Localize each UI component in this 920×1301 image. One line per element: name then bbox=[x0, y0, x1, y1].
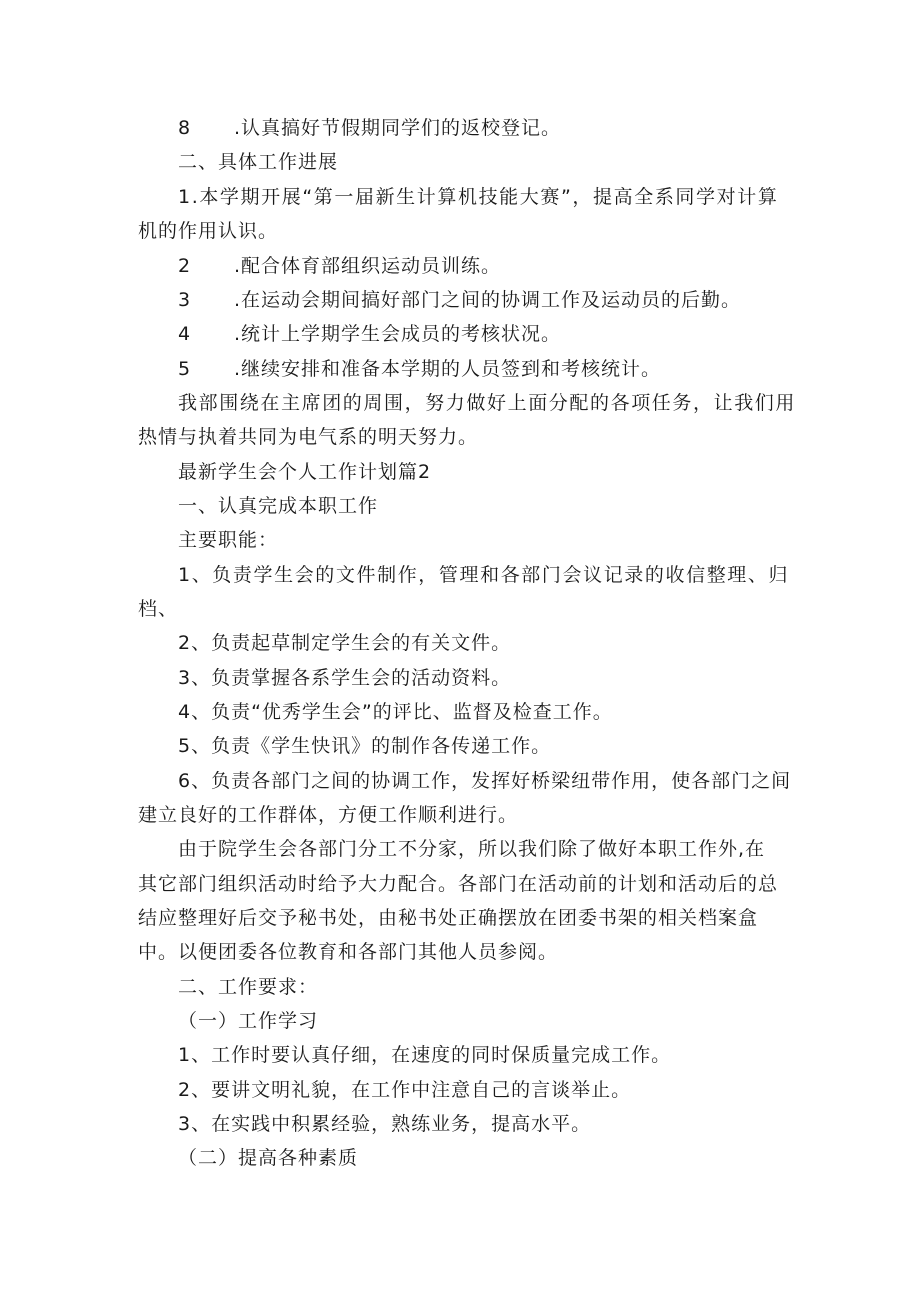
paragraph-line: 由于院学生会各部门分工不分家，所以我们除了做好本职工作外,在 bbox=[178, 838, 766, 860]
list-item-3 bbox=[178, 288, 741, 312]
list-item: 5、负责《学生快讯》的制作各传递工作。 bbox=[178, 735, 552, 757]
item-number: 2 bbox=[178, 255, 192, 277]
list-item: 3、负责掌握各系学生会的活动资料。 bbox=[178, 667, 512, 689]
list-item-2 bbox=[178, 254, 501, 278]
section-heading-duties: 一、认真完成本职工作 bbox=[178, 495, 379, 517]
item-number: 8 bbox=[178, 117, 192, 139]
paragraph-line: 机的作用认识。 bbox=[138, 220, 279, 242]
list-item: 3、在实践中积累经验，熟练业务，提高水平。 bbox=[178, 1113, 592, 1135]
paragraph-line: 1.本学期开展“第一届新生计算机技能大赛”，提高全系同学对计算 bbox=[178, 186, 779, 208]
list-item-8 bbox=[178, 116, 561, 140]
section-heading-requirements: 二、工作要求： bbox=[178, 976, 319, 998]
list-item-5 bbox=[178, 357, 661, 381]
paragraph-line: 热情与执着共同为电气系的明天努力。 bbox=[138, 426, 479, 448]
list-item: 4、负责“优秀学生会”的评比、监督及检查工作。 bbox=[178, 701, 613, 723]
item-text: .在运动会期间搞好部门之间的协调工作及运动员的后勤。 bbox=[234, 289, 742, 311]
list-item: 2、要讲文明礼貌，在工作中注意自己的言谈举止。 bbox=[178, 1079, 632, 1101]
paragraph-line: 1、负责学生会的文件制作，管理和各部门会议记录的收信整理、归 bbox=[178, 564, 790, 586]
item-text: .配合体育部组织运动员训练。 bbox=[234, 255, 502, 277]
paragraph-line: 档、 bbox=[138, 598, 179, 620]
paragraph-line: 结应整理好后交予秘书处，由秘书处正确摆放在团委书架的相关档案盒 bbox=[138, 907, 759, 929]
subheading-work-study: （一）工作学习 bbox=[178, 1010, 319, 1032]
item-text: .统计上学期学生会成员的考核状况。 bbox=[234, 323, 562, 345]
subheading-improve-qualities: （二）提高各种素质 bbox=[178, 1147, 359, 1169]
paragraph-line: 建立良好的工作群体，方便工作顺利进行。 bbox=[138, 804, 519, 826]
paragraph-line: 其它部门组织活动时给予大力配合。各部门在活动前的计划和活动后的总 bbox=[138, 873, 779, 895]
item-text: .继续安排和准备本学期的人员签到和考核统计。 bbox=[234, 358, 662, 380]
list-item: 1、工作时要认真仔细，在速度的同时保质量完成工作。 bbox=[178, 1044, 672, 1066]
item-number: 3 bbox=[178, 289, 192, 311]
item-text: .认真搞好节假期同学们的返校登记。 bbox=[234, 117, 562, 139]
list-item-4 bbox=[178, 322, 561, 346]
article-title: 最新学生会个人工作计划篇2 bbox=[178, 461, 432, 483]
item-number: 5 bbox=[178, 358, 192, 380]
paragraph-line: 我部围绕在主席团的周围，努力做好上面分配的各项任务，让我们用 bbox=[178, 392, 797, 414]
list-item: 2、负责起草制定学生会的有关文件。 bbox=[178, 632, 512, 654]
section-heading-progress: 二、具体工作进展 bbox=[178, 151, 339, 173]
paragraph-line: 中。以便团委各位教育和各部门其他人员参阅。 bbox=[138, 941, 559, 963]
subheading-main-functions: 主要职能： bbox=[178, 529, 279, 551]
item-number: 4 bbox=[178, 323, 192, 345]
paragraph-line: 6、负责各部门之间的协调工作，发挥好桥梁纽带作用，使各部门之间 bbox=[178, 770, 792, 792]
